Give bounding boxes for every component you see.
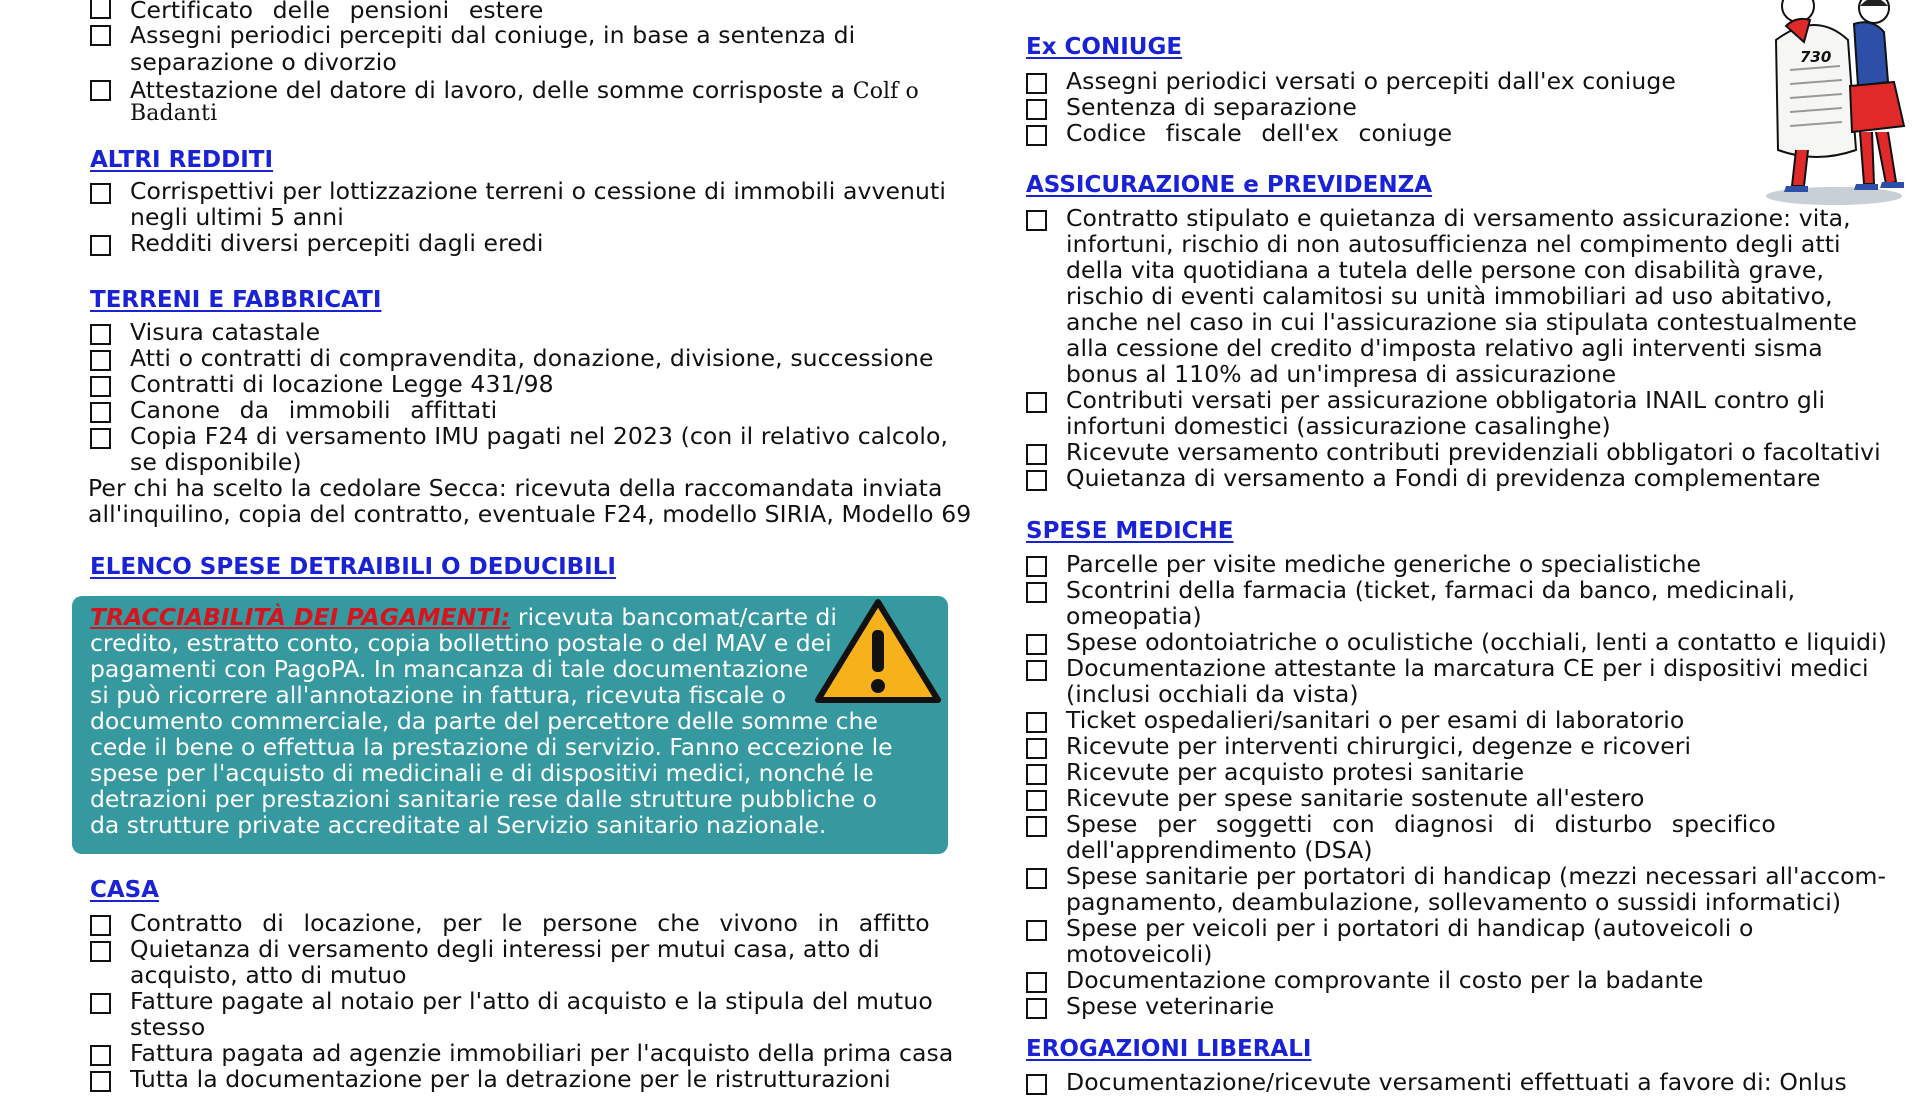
warning-triangle-icon xyxy=(812,596,944,712)
checklist-item-text: Contratto stipulato e quietanza di versamento assicurazione: vita, xyxy=(1066,204,1851,232)
section-heading: TERRENI E FABBRICATI xyxy=(90,287,382,313)
checklist-item-text: alla cessione del credito d'imposta relativo agli interventi sisma xyxy=(1066,334,1823,362)
checklist-item-text: motoveicoli) xyxy=(1066,940,1213,968)
callout-text: detrazioni per prestazioni sanitarie rese dalle strutture pubbliche o xyxy=(90,785,877,813)
checklist-item-text: Contratto di locazione, per le persone che vivono in affitto xyxy=(130,909,930,937)
checklist-item-text: se disponibile) xyxy=(130,448,302,476)
checkbox[interactable] xyxy=(90,941,111,962)
checkbox[interactable] xyxy=(90,1071,111,1092)
checklist-item-text: Parcelle per visite mediche generiche o specialistiche xyxy=(1066,550,1702,578)
checklist-item-text: Badanti xyxy=(130,101,218,126)
checkbox[interactable] xyxy=(1026,920,1047,941)
checklist-item-text: Certificato delle pensioni estere xyxy=(130,0,544,24)
checklist-item-text: Visura catastale xyxy=(130,318,321,346)
checklist-item-text: Canone da immobili affittati xyxy=(130,396,498,424)
checklist-item-text: infortuni, rischio di non autosufficienza nel compimento degli atti xyxy=(1066,230,1841,258)
checklist-item-text: Spese per soggetti con diagnosi di disturbo specifico xyxy=(1066,810,1776,838)
checkbox[interactable] xyxy=(90,376,111,397)
checkbox[interactable] xyxy=(90,80,111,101)
checklist-item-text: Fattura pagata ad agenzie immobiliari per l'acquisto della prima casa xyxy=(130,1039,954,1067)
checklist-item-text: Documentazione attestante la marcatura CE per i dispositivi medici xyxy=(1066,654,1869,682)
callout-text: da strutture private accreditate al Servizio sanitario nazionale. xyxy=(90,811,827,839)
checklist-item-text: acquisto, atto di mutuo xyxy=(130,961,407,989)
callout-text-rest: ricevuta bancomat/carte di xyxy=(510,603,837,631)
section-heading: ASSICURAZIONE e PREVIDENZA xyxy=(1026,172,1433,198)
checklist-item-text: separazione o divorzio xyxy=(130,48,397,76)
checkbox[interactable] xyxy=(1026,392,1047,413)
callout-text: spese per l'acquisto di medicinali e di dispositivi medici, nonché le xyxy=(90,759,874,787)
checkbox[interactable] xyxy=(90,183,111,204)
callout-text: documento commerciale, da parte del percettore delle somme che xyxy=(90,707,878,735)
checklist-item-text: Quietanza di versamento a Fondi di previdenza complementare xyxy=(1066,464,1821,492)
checklist-item-text: Ticket ospedalieri/sanitari o per esami di laboratorio xyxy=(1066,706,1685,734)
checklist-item-text: Tutta la documentazione per la detrazione per le ristrutturazioni xyxy=(130,1065,891,1093)
section-heading: SPESE MEDICHE xyxy=(1026,518,1234,544)
callout-text: si può ricorrere all'annotazione in fattura, ricevuta fiscale o xyxy=(90,681,787,709)
checkbox[interactable] xyxy=(1026,556,1047,577)
checklist-item-text: Documentazione comprovante il costo per la badante xyxy=(1066,966,1704,994)
checklist-item-text: della vita quotidiana a tutela delle persone con disabilità grave, xyxy=(1066,256,1825,284)
checkbox[interactable] xyxy=(90,350,111,371)
checklist-item-text-main: Attestazione del datore di lavoro, delle somme corrisposte a xyxy=(130,76,846,104)
checklist-item-text: rischio di eventi calamitosi su unità immobiliari ad uso abitativo, xyxy=(1066,282,1833,310)
callout-text: pagamenti con PagoPA. In mancanza di tale documentazione xyxy=(90,655,809,683)
checkbox[interactable] xyxy=(1026,816,1047,837)
checklist-item-text: (inclusi occhiali da vista) xyxy=(1066,680,1359,708)
checklist-item-text: stesso xyxy=(130,1013,206,1041)
checkbox[interactable] xyxy=(90,324,111,345)
checklist-item-text: Scontrini della farmacia (ticket, farmaci da banco, medicinali, xyxy=(1066,576,1796,604)
checklist-item-text: anche nel caso in cui l'assicurazione sia stipulata contestualmente xyxy=(1066,308,1858,336)
callout-text: cede il bene o effettua la prestazione di servizio. Fanno eccezione le xyxy=(90,733,893,761)
checklist-item-text: Ricevute versamento contributi previdenziali obbligatori o facoltativi xyxy=(1066,438,1881,466)
checkbox[interactable] xyxy=(1026,582,1047,603)
checklist-item-text: Spese odontoiatriche o oculistiche (occhiali, lenti a contatto e liquidi) xyxy=(1066,628,1888,656)
checkbox[interactable] xyxy=(1026,1074,1047,1095)
checklist-item-text: Sentenza di separazione xyxy=(1066,93,1357,121)
section-heading: CASA xyxy=(90,877,160,903)
checkbox[interactable] xyxy=(1026,998,1047,1019)
checklist-item-text: bonus al 110% ad un'impresa di assicurazione xyxy=(1066,360,1617,388)
checklist-item-text: Quietanza di versamento degli interessi per mutui casa, atto di xyxy=(130,935,880,963)
checkbox[interactable] xyxy=(1026,660,1047,681)
checkbox[interactable] xyxy=(90,993,111,1014)
callout-text xyxy=(90,604,837,630)
checklist-item-text: Contratti di locazione Legge 431/98 xyxy=(130,370,554,398)
callout-title: TRACCIABILITÀ DEI PAGAMENTI: xyxy=(90,603,511,631)
checklist-item-text: Contributi versati per assicurazione obbligatoria INAIL contro gli xyxy=(1066,386,1826,414)
checkbox[interactable] xyxy=(1026,972,1047,993)
checklist-item-text: Ricevute per spese sanitarie sostenute all'estero xyxy=(1066,784,1645,812)
checklist-item-text: Assegni periodici versati o percepiti dall'ex coniuge xyxy=(1066,67,1676,95)
checklist-item-text: Spese per veicoli per i portatori di handicap (autoveicoli o xyxy=(1066,914,1754,942)
checkbox[interactable] xyxy=(1026,634,1047,655)
checkbox[interactable] xyxy=(1026,868,1047,889)
checkbox[interactable] xyxy=(1026,73,1047,94)
checkbox[interactable] xyxy=(1026,444,1047,465)
note-text: all'inquilino, copia del contratto, eventuale F24, modello SIRIA, Modello 69 xyxy=(88,500,972,528)
checklist-item-text: negli ultimi 5 anni xyxy=(130,203,344,231)
checklist-item-text: Ricevute per acquisto protesi sanitarie xyxy=(1066,758,1525,786)
checklist-item-text: Fatture pagate al notaio per l'atto di acquisto e la stipula del mutuo xyxy=(130,987,933,1015)
checkbox[interactable] xyxy=(90,1045,111,1066)
checklist-item-text: Codice fiscale dell'ex coniuge xyxy=(1066,119,1453,147)
checkbox[interactable] xyxy=(90,25,111,46)
checklist-item-text: Spese sanitarie per portatori di handicap (mezzi necessari all'accom- xyxy=(1066,862,1887,890)
note-text: Per chi ha scelto la cedolare Secca: ricevuta della raccomandata inviata xyxy=(88,474,943,502)
checklist-item-text: Spese veterinarie xyxy=(1066,992,1275,1020)
checkbox[interactable] xyxy=(1026,125,1047,146)
checklist-item-text: Copia F24 di versamento IMU pagati nel 2023 (con il relativo calcolo, xyxy=(130,422,949,450)
checklist-item-text: infortuni domestici (assicurazione casalinghe) xyxy=(1066,412,1611,440)
checklist-item-text: Ricevute per interventi chirurgici, degenze e ricoveri xyxy=(1066,732,1692,760)
section-heading: EROGAZIONI LIBERALI xyxy=(1026,1036,1312,1062)
people-holding-form-illustration xyxy=(1756,0,1906,206)
checkbox[interactable] xyxy=(1026,790,1047,811)
checkbox[interactable] xyxy=(1026,764,1047,785)
checkbox[interactable] xyxy=(90,235,111,256)
checkbox[interactable] xyxy=(1026,470,1047,491)
checklist-item-text: Assegni periodici percepiti dal coniuge, in base a sentenza di xyxy=(130,21,856,49)
payment-traceability-callout xyxy=(72,596,948,854)
checklist-item-text: pagnamento, deambulazione, sollevamento o sussidi informatici) xyxy=(1066,888,1842,916)
checklist-item-text xyxy=(130,77,919,105)
checklist-item-text: Atti o contratti di compravendita, donazione, divisione, successione xyxy=(130,344,934,372)
checklist-item-text: Redditi diversi percepiti dagli eredi xyxy=(130,229,544,257)
section-heading: Ex CONIUGE xyxy=(1026,34,1183,60)
section-heading: ELENCO SPESE DETRAIBILI O DEDUCIBILI xyxy=(90,554,616,580)
checkbox[interactable] xyxy=(1026,210,1047,231)
checklist-item-text: Documentazione/ricevute versamenti effettuati a favore di: Onlus xyxy=(1066,1068,1847,1096)
checkbox[interactable] xyxy=(90,0,111,19)
checkbox[interactable] xyxy=(1026,738,1047,759)
checkbox[interactable] xyxy=(90,402,111,423)
callout-text: credito, estratto conto, copia bollettino postale o del MAV e dei xyxy=(90,629,832,657)
checkbox[interactable] xyxy=(90,915,111,936)
checkbox[interactable] xyxy=(1026,99,1047,120)
checklist-item-text: dell'apprendimento (DSA) xyxy=(1066,836,1373,864)
checklist-item-text-serif: Colf o xyxy=(852,79,919,104)
form-label-730: 730 xyxy=(1800,48,1832,66)
checklist-item-text: omeopatia) xyxy=(1066,602,1202,630)
checkbox[interactable] xyxy=(90,428,111,449)
checkbox[interactable] xyxy=(1026,712,1047,733)
section-heading: ALTRI REDDITI xyxy=(90,147,274,173)
checklist-item-text: Corrispettivi per lottizzazione terreni o cessione di immobili avvenuti xyxy=(130,177,946,205)
